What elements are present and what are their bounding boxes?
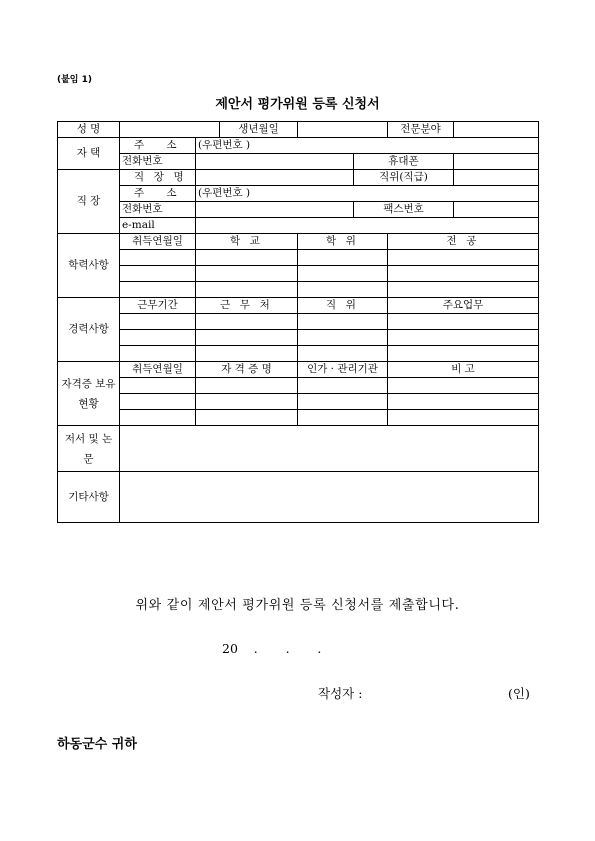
cell[interactable]: [196, 378, 298, 394]
cell[interactable]: [298, 250, 388, 266]
cell[interactable]: [120, 410, 196, 426]
other-label: 기타사항: [58, 472, 120, 523]
fax-field[interactable]: [454, 202, 539, 218]
certificate-header: 자 격 증 명: [196, 362, 298, 378]
publications-field[interactable]: [120, 426, 539, 472]
certificate-header: 비 고: [388, 362, 539, 378]
cell[interactable]: [196, 314, 298, 330]
cell[interactable]: [120, 346, 196, 362]
application-form-table: [57, 121, 539, 523]
career-header: 근무기간: [120, 298, 196, 314]
cell[interactable]: [388, 346, 539, 362]
date-line[interactable]: 20 . . .: [222, 641, 322, 656]
certificates-label: 자격증 보유현황: [58, 362, 120, 426]
workplace-label: 직 장: [58, 170, 120, 234]
education-header: 학 위: [298, 234, 388, 250]
specialty-field[interactable]: [454, 122, 539, 138]
cell[interactable]: [120, 314, 196, 330]
career-header: 근 무 처: [196, 298, 298, 314]
cell[interactable]: [196, 346, 298, 362]
cell[interactable]: [298, 394, 388, 410]
cell[interactable]: [388, 282, 539, 298]
mobile-field[interactable]: [454, 154, 539, 170]
education-row: [58, 250, 539, 266]
home-label: 자 택: [58, 138, 120, 170]
cell[interactable]: [388, 314, 539, 330]
cell[interactable]: [120, 330, 196, 346]
cell[interactable]: [298, 410, 388, 426]
cell[interactable]: [388, 378, 539, 394]
recipient: 하동군수 귀하: [57, 737, 137, 752]
home-address-label: 주 소: [120, 138, 196, 154]
cell[interactable]: [298, 266, 388, 282]
closing-statement: 위와 같이 제안서 평가위원 등록 신청서를 제출합니다.: [135, 598, 460, 613]
seal-label: (인): [508, 686, 530, 701]
cell[interactable]: [196, 250, 298, 266]
career-row: [58, 330, 539, 346]
specialty-label: 전문분야: [388, 122, 454, 138]
education-header: 취득연월일: [120, 234, 196, 250]
writer-label: 작성자 :: [318, 686, 363, 701]
home-phone-field[interactable]: [196, 154, 354, 170]
other-field[interactable]: [120, 472, 539, 523]
cell[interactable]: [120, 378, 196, 394]
cell[interactable]: [298, 314, 388, 330]
certificate-row: [58, 394, 539, 410]
email-label: e-mail: [120, 218, 196, 234]
cell[interactable]: [388, 250, 539, 266]
publications-label: 저서 및 논문: [58, 426, 120, 472]
education-header: 학 교: [196, 234, 298, 250]
birth-date-field[interactable]: [298, 122, 388, 138]
cell[interactable]: [388, 394, 539, 410]
certificate-row: [58, 378, 539, 394]
email-field[interactable]: [196, 218, 539, 234]
education-label: 학력사항: [58, 234, 120, 298]
education-header: 전 공: [388, 234, 539, 250]
workplace-phone-label: 전화번호: [120, 202, 196, 218]
career-label: 경력사항: [58, 298, 120, 362]
certificate-header: 취득연월일: [120, 362, 196, 378]
cell[interactable]: [120, 394, 196, 410]
career-header: 주요업무: [388, 298, 539, 314]
workplace-name-label: 직 장 명: [120, 170, 196, 186]
certificate-row: [58, 410, 539, 426]
workplace-postal-code[interactable]: (우편번호 ): [196, 186, 539, 202]
certificate-header: 인가 · 관리기관: [298, 362, 388, 378]
education-row: [58, 282, 539, 298]
cell[interactable]: [298, 282, 388, 298]
cell[interactable]: [388, 410, 539, 426]
home-postal-code[interactable]: (우편번호 ): [196, 138, 539, 154]
form-title: 제안서 평가위원 등록 신청서: [215, 97, 380, 112]
cell[interactable]: [196, 410, 298, 426]
attachment-label: (붙임 1): [57, 75, 93, 85]
position-label: 직위(직급): [354, 170, 454, 186]
home-phone-label: 전화번호: [120, 154, 196, 170]
birth-date-label: 생년월일: [220, 122, 298, 138]
cell[interactable]: [196, 330, 298, 346]
cell[interactable]: [298, 378, 388, 394]
career-header: 직 위: [298, 298, 388, 314]
cell[interactable]: [196, 282, 298, 298]
cell[interactable]: [388, 266, 539, 282]
cell[interactable]: [120, 266, 196, 282]
career-row: [58, 346, 539, 362]
cell[interactable]: [298, 346, 388, 362]
career-row: [58, 314, 539, 330]
cell[interactable]: [196, 394, 298, 410]
mobile-label: 휴대폰: [354, 154, 454, 170]
name-field[interactable]: [120, 122, 220, 138]
cell[interactable]: [120, 250, 196, 266]
workplace-phone-field[interactable]: [196, 202, 354, 218]
position-field[interactable]: [454, 170, 539, 186]
education-row: [58, 266, 539, 282]
cell[interactable]: [388, 330, 539, 346]
name-label: 성 명: [58, 122, 120, 138]
cell[interactable]: [298, 330, 388, 346]
fax-label: 팩스번호: [354, 202, 454, 218]
cell[interactable]: [196, 266, 298, 282]
workplace-name-field[interactable]: [196, 170, 354, 186]
cell[interactable]: [120, 282, 196, 298]
workplace-address-label: 주 소: [120, 186, 196, 202]
